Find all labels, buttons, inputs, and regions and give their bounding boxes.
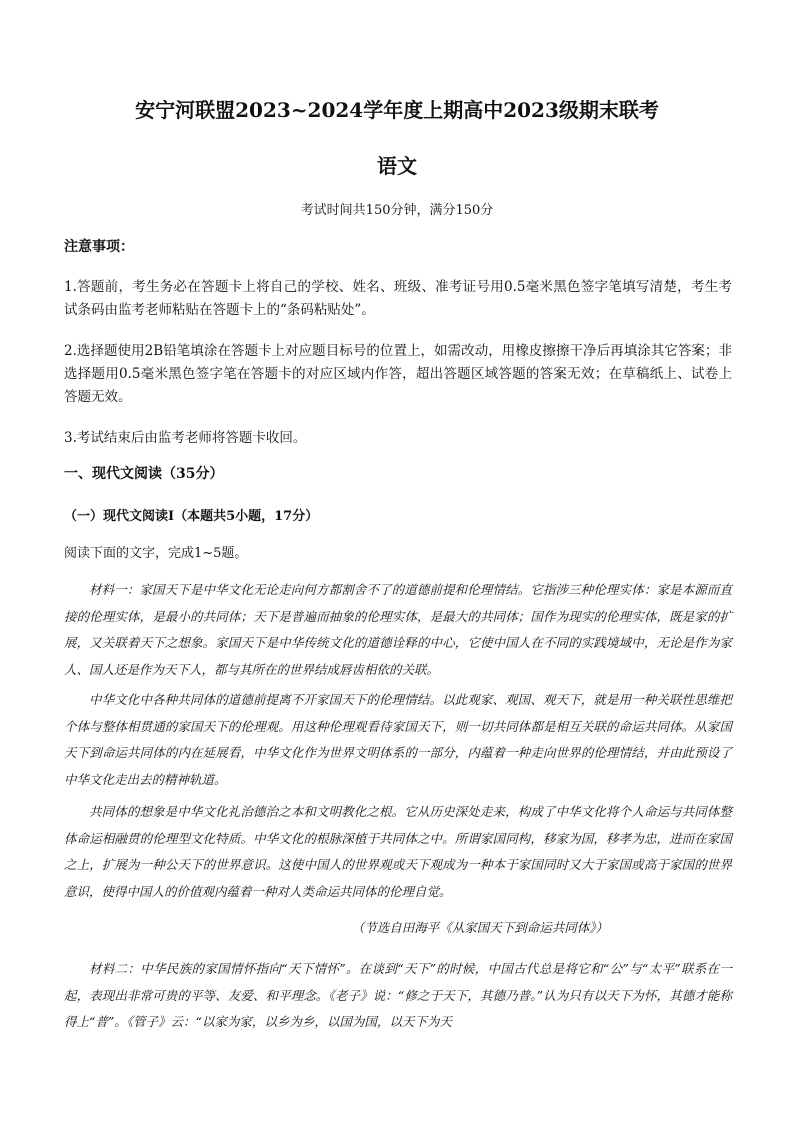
exam-title: 安宁河联盟2023~2024学年度上期高中2023级期末联考 bbox=[135, 98, 659, 122]
source-citation: （节选自田海平《从家国天下到命运共同体》） bbox=[351, 920, 608, 935]
reading-paragraph-1: 材料一：家国天下是中华文化无论走向何方都割舍不了的道德前提和伦理情结。它指涉三种伦理实体：家是本源而直接的伦理实体，是最小的共同体；天下是普遍而抽象的伦理实体，是最大的共同体；国作为现实的伦理实体，既是家的扩展，又关联着天下之想象。家国天下是中华传统文化的道德诠释的中心，它使中国人在不同的实践境域中，无论是作为家人、国人还是作为天下人，都与其所在的世界结成唇齿相依的关联。 bbox=[64, 582, 732, 677]
subject-title: 语文 bbox=[377, 154, 417, 178]
note-item-3: 3.考试结束后由监考老师将答题卡收回。 bbox=[64, 430, 307, 446]
section-heading: 一、现代文阅读（35分） bbox=[64, 466, 224, 482]
subsection-heading: （一）现代文阅读Ⅰ（本题共5小题，17分） bbox=[64, 509, 319, 524]
reading-paragraph-2: 中华文化中各种共同体的道德前提离不开家国天下的伦理情结。以此观家、观国、观天下，就是用一种关联性思维把个体与整体相贯通的家国天下的伦理观。用这种伦理观看待家国天下，则一切共同体都是相互关联的命运共同体。从家国天下到命运共同体的内在延展看，中华文化作为世界文明体系的一部分，内蕴着一种走向世界的伦理情结，并由此预设了中华文化走出去的精神轨道。 bbox=[64, 692, 732, 787]
notes-heading: 注意事项： bbox=[64, 239, 134, 255]
note-item-1: 1.答题前，考生务必在答题卡上将自己的学校、姓名、班级、准考证号用0.5毫米黑色签字笔填写清楚，考生考试条码由监考老师粘贴在答题卡上的“条码粘贴处”。 bbox=[64, 279, 732, 318]
note-item-2: 2.选择题使用2B铅笔填涂在答题卡上对应题目标号的位置上，如需改动，用橡皮擦擦干净后再填涂其它答案；非选择题用0.5毫米黑色签字笔在答题卡的对应区域内作答，超出答题区域答题的答案无效；在草稿纸上、试卷上答题无效。 bbox=[64, 343, 732, 405]
reading-paragraph-3: 共同体的想象是中华文化礼治德治之本和文明教化之根。它从历史深处走来，构成了中华文化将个人命运与共同体整体命运相融贯的伦理型文化特质。中华文化的根脉深植于共同体之中。所谓家国同构，移家为国，移孝为忠，进而在家国之上，扩展为一种公天下的世界意识。这使中国人的世界观或天下观成为一种本于家国同时又大于家国或高于家国的世界意识，使得中国人的价值观内蕴着一种对人类命运共同体的伦理自觉。 bbox=[64, 804, 732, 899]
reading-instruction: 阅读下面的文字，完成1~5题。 bbox=[64, 546, 248, 561]
reading-paragraph-4: 材料二：中华民族的家国情怀指向“天下情怀”。在谈到“天下”的时候，中国古代总是将它和“公”与“太平”联系在一起，表现出非常可贵的平等、友爱、和平理念。《老子》说：“修之于天下，其德乃普。”认为只有以天下为怀，其德才能称得上“普”。《管子》云：“以家为家，以乡为乡，以国为国，以天下为天 bbox=[64, 961, 732, 1029]
exam-info: 考试时间共150分钟，满分150分 bbox=[300, 203, 494, 218]
